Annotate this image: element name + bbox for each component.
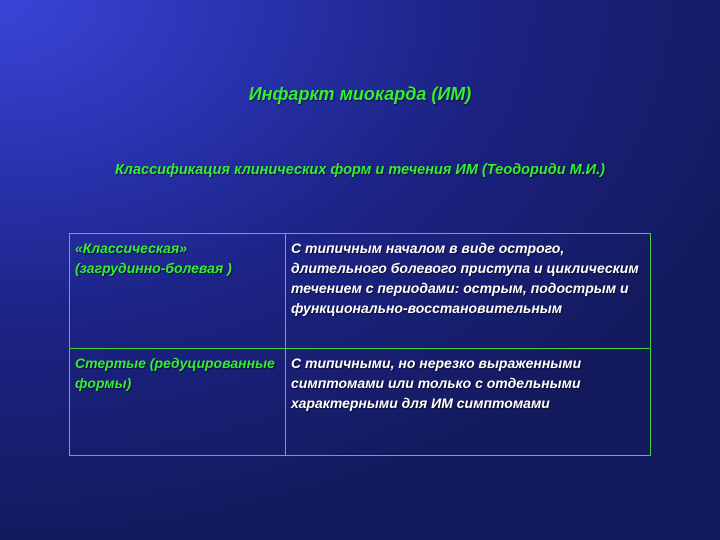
- form-cell: Стертые (редуцированные формы): [70, 349, 286, 456]
- classification-table: [69, 233, 651, 456]
- table-row: [70, 349, 651, 456]
- form-cell: «Классическая» (загрудинно-болевая ): [70, 234, 286, 349]
- slide-title: Инфаркт миокарда (ИМ): [248, 84, 472, 104]
- table-row: [70, 234, 651, 349]
- slide-subtitle: Классификация клинических форм и течения ИМ (Теодориди М.И.): [115, 162, 605, 178]
- description-cell: С типичным началом в виде острого, длительного болевого приступа и циклическим течением с периодами: острым, подострым и функционально-восстановительным: [286, 234, 651, 349]
- description-cell: С типичными, но нерезко выраженными симптомами или только с отдельными характерными для ИМ симптомами: [286, 349, 651, 456]
